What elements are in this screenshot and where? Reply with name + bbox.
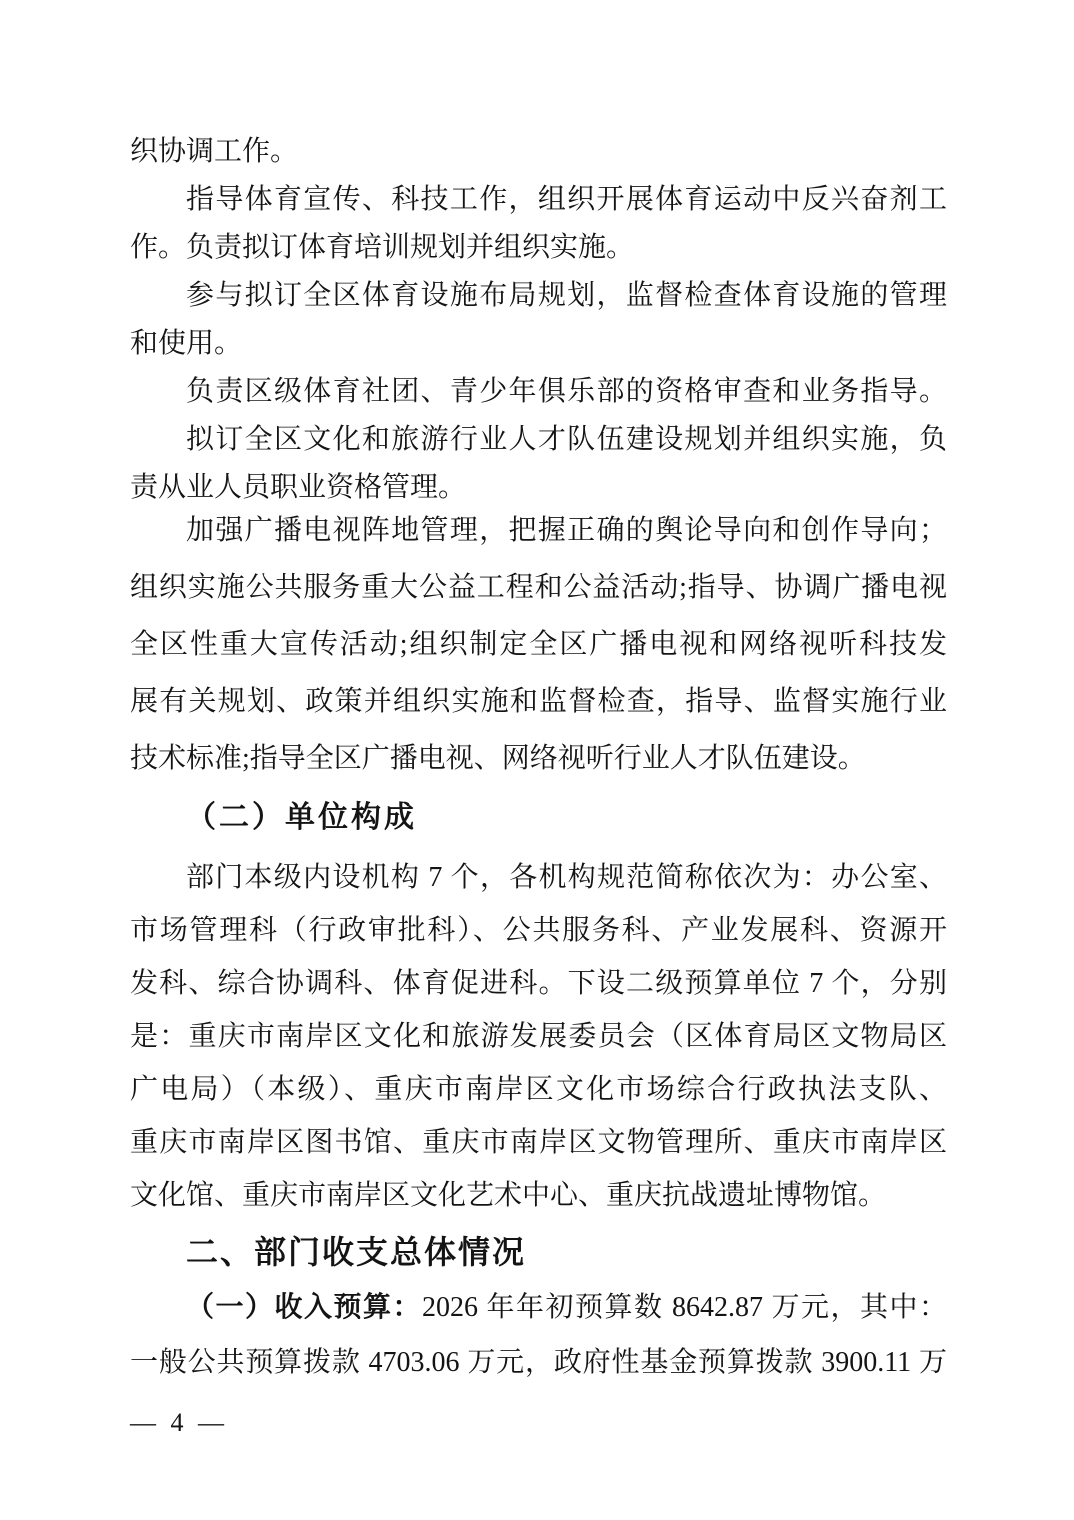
paragraph-block-income-budget: [130, 1280, 947, 1390]
text-line: 发科、综合协调科、体育促进科。下设二级预算单位 7 个，分别: [130, 968, 947, 999]
text-line: 市场管理科（行政审批科）、公共服务科、产业发展科、资源开: [130, 915, 947, 946]
text-line: 参与拟订全区体育设施布局规划，监督检查体育设施的管理: [186, 280, 947, 311]
text-line: 一般公共预算拨款 4703.06 万元，政府性基金预算拨款 3900.11 万: [130, 1347, 947, 1378]
text-line: 展有关规划、政策并组织实施和监督检查，指导、监督实施行业: [130, 686, 947, 717]
page-number: — 4 —: [130, 1408, 228, 1437]
text-line: 技术标准;指导全区广播电视、网络视听行业人才队伍建设。: [130, 743, 866, 774]
subsection-heading-unit-composition: （二）单位构成: [186, 801, 417, 834]
text-line: 部门本级内设机构 7 个，各机构规范简称依次为：办公室、: [186, 862, 947, 893]
text-line: 和使用。: [130, 328, 243, 359]
paragraph-block-units: [130, 851, 947, 1222]
text-line: 全区性重大宣传活动;组织制定全区广播电视和网络视听科技发: [130, 629, 947, 660]
text-line: 责从业人员职业资格管理。: [130, 472, 467, 503]
income-budget-lead: （一）收入预算：: [186, 1292, 422, 1323]
text-line: 是：重庆市南岸区文化和旅游发展委员会（区体育局区文物局区: [130, 1021, 947, 1052]
text-line: 拟订全区文化和旅游行业人才队伍建设规划并组织实施，负: [186, 424, 947, 455]
text-line: 指导体育宣传、科技工作，组织开展体育运动中反兴奋剂工: [186, 184, 947, 215]
text-line: 作。负责拟订体育培训规划并组织实施。: [130, 232, 635, 263]
text-line: 加强广播电视阵地管理，把握正确的舆论导向和创作导向；: [186, 515, 947, 546]
paragraph-block-duties: [130, 128, 947, 512]
text-line: 组织实施公共服务重大公益工程和公益活动;指导、协调广播电视: [130, 572, 947, 603]
text-line: 织协调工作。: [130, 136, 299, 167]
text-line: 重庆市南岸区图书馆、重庆市南岸区文物管理所、重庆市南岸区: [130, 1127, 947, 1158]
section-heading-budget-overview: 二、部门收支总体情况: [186, 1234, 527, 1270]
text-line: 广电局）（本级）、重庆市南岸区文化市场综合行政执法支队、: [130, 1074, 947, 1105]
text-line: 负责区级体育社团、青少年俱乐部的资格审查和业务指导。: [186, 376, 947, 407]
paragraph-block-broadcast: [130, 502, 947, 787]
text-line: 文化馆、重庆市南岸区文化艺术中心、重庆抗战遗址博物馆。: [130, 1180, 887, 1211]
text-line: [130, 1280, 947, 1335]
income-budget-figures: 2026 年年初预算数 8642.87 万元，其中：: [422, 1292, 947, 1323]
